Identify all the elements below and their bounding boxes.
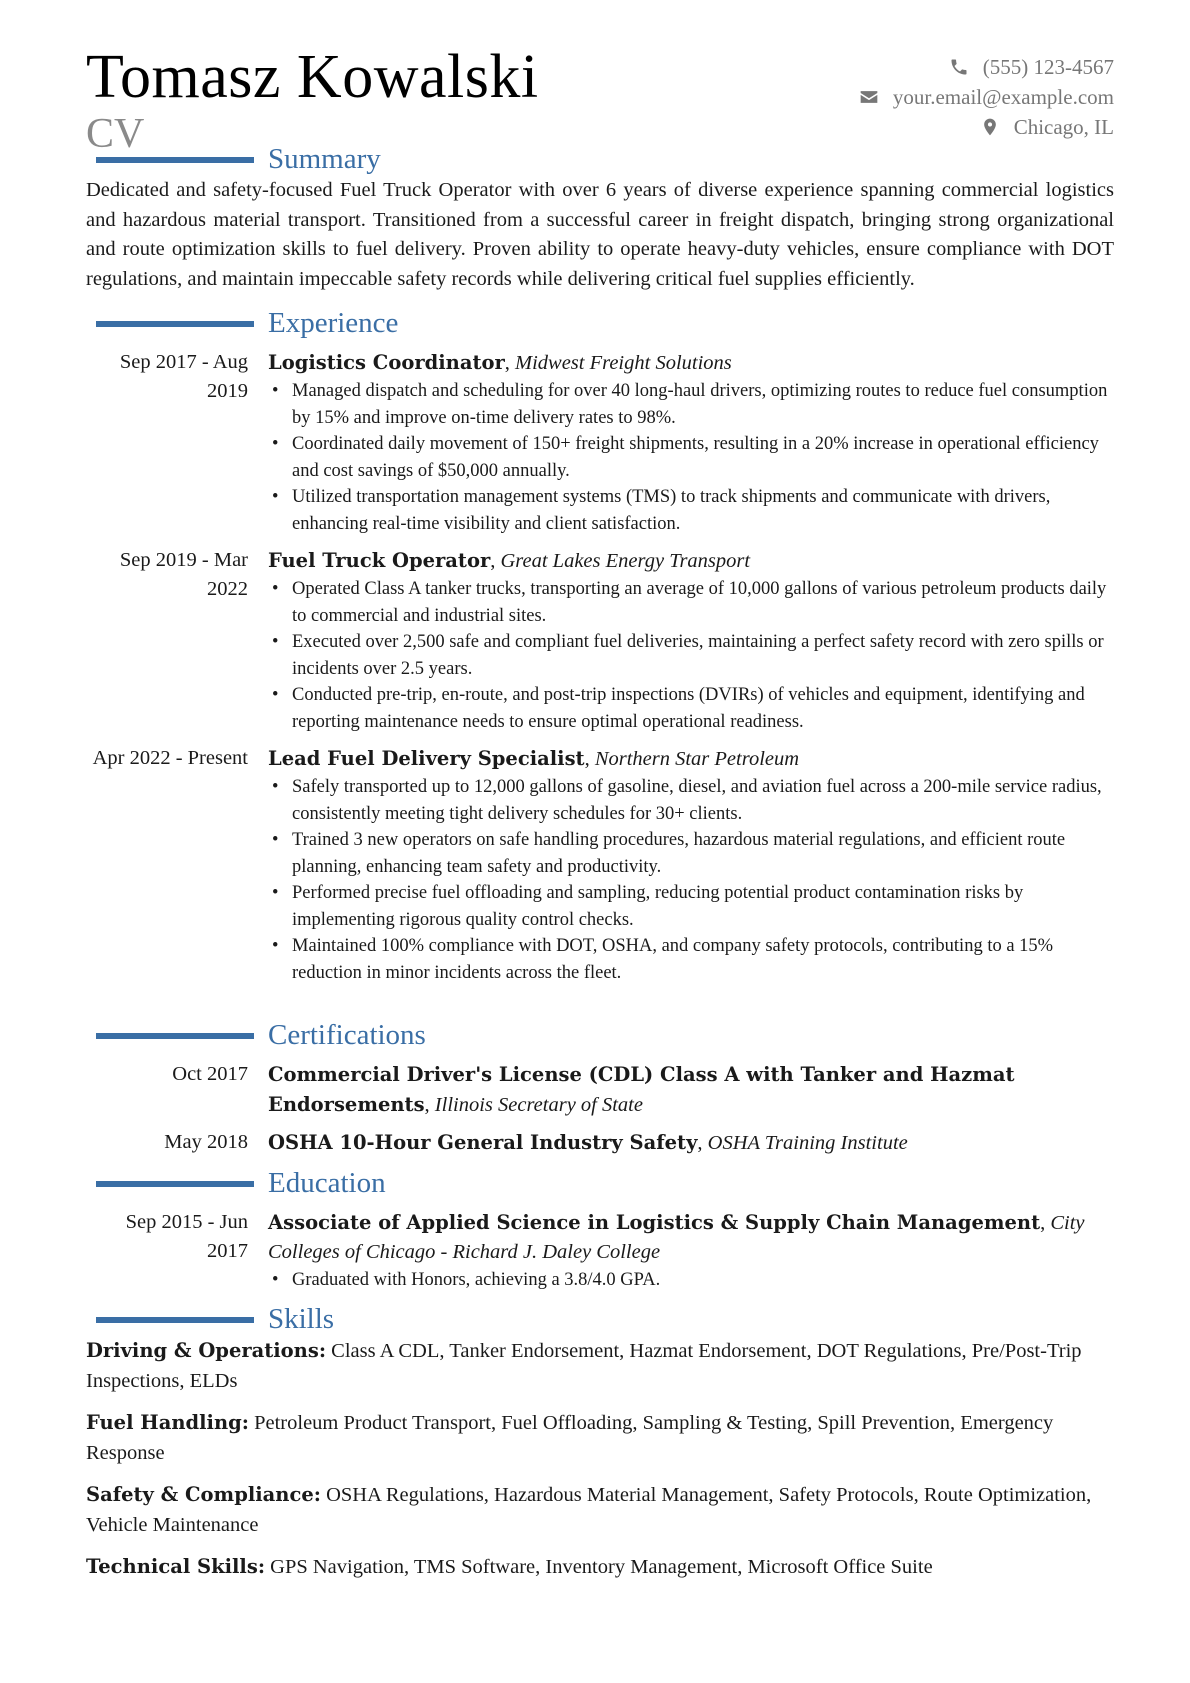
section-title: Education	[268, 1167, 386, 1199]
section-title: Certifications	[268, 1019, 426, 1051]
certification-entry	[86, 1128, 1114, 1158]
job-title: Lead Fuel Delivery Specialist	[268, 747, 585, 770]
contact-location	[859, 112, 1114, 142]
list-item: • Safely transported up to 12,000 gallons of gasoline, diesel, and aviation fuel across a 200-mile service radius, consistently meeting tight delivery schedules for 30+ clients.	[268, 774, 1114, 827]
bullet-list	[268, 378, 1114, 537]
skill-group	[86, 1552, 1114, 1583]
section-header	[86, 142, 1114, 176]
email-text[interactable]: your.email@example.com	[892, 84, 1114, 109]
map-pin-icon	[980, 117, 1000, 137]
issuer: Illinois Secretary of State	[434, 1094, 643, 1116]
entry-heading: Lead Fuel Delivery Specialist, Northern Star Petroleum	[268, 747, 800, 770]
certification-title: OSHA 10-Hour General Industry Safety	[268, 1131, 698, 1154]
certification-title: Commercial Driver's License (CDL) Class A with Tanker and Hazmat Endorsements	[268, 1063, 1015, 1116]
section-header	[86, 1018, 1114, 1052]
entry-date: Sep 2019 - Mar 2022	[119, 549, 248, 600]
section-accent-bar	[96, 1033, 254, 1039]
employer: Northern Star Petroleum	[594, 748, 800, 770]
location-text: Chicago, IL	[1013, 114, 1114, 139]
list-item: • Graduated with Honors, achieving a 3.8/4.0 GPA.	[268, 1267, 1114, 1294]
entry-body	[268, 348, 1114, 537]
section-accent-bar	[96, 321, 254, 327]
skill-group	[86, 1408, 1114, 1468]
bullet-list	[268, 1267, 1114, 1294]
entry-body	[268, 1208, 1114, 1294]
section-header	[86, 306, 1114, 340]
section-title: Experience	[268, 307, 399, 339]
experience-entry	[86, 546, 1114, 735]
skills-section	[86, 1302, 1114, 1595]
skill-text: OSHA Regulations, Hazardous Material Management, Safety Protocols, Route Optimization, Vehicle Maintenance	[86, 1484, 1092, 1536]
bullet-list	[268, 576, 1114, 735]
entry-heading: Logistics Coordinator, Midwest Freight Solutions	[268, 351, 732, 374]
skill-text: GPS Navigation, TMS Software, Inventory Management, Microsoft Office Suite	[270, 1556, 933, 1578]
entry-date: Sep 2015 - Jun 2017	[125, 1211, 248, 1262]
issuer: OSHA Training Institute	[707, 1132, 908, 1154]
entry-date: Oct 2017	[172, 1063, 248, 1085]
envelope-icon	[859, 87, 879, 107]
skill-label: Driving & Operations:	[86, 1339, 327, 1362]
experience-entry	[86, 348, 1114, 537]
entry-body	[268, 1128, 1114, 1158]
section-header	[86, 1302, 1114, 1336]
experience-section	[86, 306, 1114, 986]
entry-date: Apr 2022 - Present	[92, 747, 248, 769]
contact-phone	[859, 52, 1114, 82]
entry-body	[268, 546, 1114, 735]
entry-date: Sep 2017 - Aug 2019	[119, 351, 248, 402]
degree-title: Associate of Applied Science in Logistics & Supply Chain Management	[268, 1211, 1041, 1234]
section-title: Summary	[268, 143, 381, 175]
job-title: Logistics Coordinator	[268, 351, 505, 374]
phone-text[interactable]: (555) 123-4567	[982, 54, 1114, 79]
list-item: • Managed dispatch and scheduling for over 40 long-haul drivers, optimizing routes to reduce fuel consumption by 15% and improve on-time delivery rates to 98%.	[268, 378, 1114, 431]
section-accent-bar	[96, 1317, 254, 1323]
skill-group	[86, 1480, 1114, 1540]
skill-label: Safety & Compliance:	[86, 1483, 321, 1506]
list-item: • Conducted pre-trip, en-route, and post-trip inspections (DVIRs) of vehicles and equipment, identifying and reporting maintenance needs to ensure optimal operational readiness.	[268, 682, 1114, 735]
entry-heading: OSHA 10-Hour General Industry Safety, OSHA Training Institute	[268, 1131, 908, 1154]
summary-text: Dedicated and safety-focused Fuel Truck Operator with over 6 years of diverse experience spanning commercial logistics and hazardous material transport. Transitioned from a successful career in freight dispatch, bringing strong organizational and route optimization skills to fuel delivery. Proven ability to operate heavy-duty vehicles, ensure compliance with DOT regulations, and maintain impeccable safety records while delivering critical fuel supplies efficiently.	[86, 179, 1114, 290]
experience-entry	[86, 744, 1114, 986]
contact-email	[859, 82, 1114, 112]
list-item: • Maintained 100% compliance with DOT, OSHA, and company safety protocols, contributing to a 15% reduction in minor incidents across the fleet.	[268, 933, 1114, 986]
document-subtitle: CV	[86, 111, 145, 157]
list-item: • Coordinated daily movement of 150+ freight shipments, resulting in a 20% increase in operational efficiency and cost savings of $50,000 annually.	[268, 431, 1114, 484]
candidate-name: Tomasz Kowalski	[86, 43, 539, 111]
section-title: Skills	[268, 1303, 335, 1335]
education-section	[86, 1166, 1114, 1294]
entry-heading: Associate of Applied Science in Logistics & Supply Chain Management, City Colleges of Chicago - Richard J. Daley College	[268, 1211, 1085, 1263]
contact-block	[859, 52, 1114, 142]
entry-heading: Commercial Driver's License (CDL) Class A with Tanker and Hazmat Endorsements, Illinois Secretary of State	[268, 1063, 1015, 1116]
skill-text: Class A CDL, Tanker Endorsement, Hazmat Endorsement, DOT Regulations, Pre/Post-Trip Inspections, ELDs	[86, 1340, 1082, 1392]
list-item: • Operated Class A tanker trucks, transporting an average of 10,000 gallons of various petroleum products daily to commercial and industrial sites.	[268, 576, 1114, 629]
institution: City Colleges of Chicago - Richard J. Daley College	[268, 1212, 1085, 1263]
certification-entry	[86, 1060, 1114, 1120]
list-item: • Performed precise fuel offloading and sampling, reducing potential product contamination risks by implementing rigorous quality control checks.	[268, 880, 1114, 933]
list-item: • Trained 3 new operators on safe handling procedures, hazardous material regulations, and efficient route planning, enhancing team safety and productivity.	[268, 827, 1114, 880]
section-accent-bar	[96, 1181, 254, 1187]
entry-date: May 2018	[164, 1131, 248, 1153]
skill-text: Petroleum Product Transport, Fuel Offloading, Sampling & Testing, Spill Prevention, Emergency Response	[86, 1412, 1054, 1464]
entry-body	[268, 744, 1114, 986]
summary-section	[86, 142, 1114, 294]
entry-heading: Fuel Truck Operator, Great Lakes Energy Transport	[268, 549, 751, 572]
education-entry	[86, 1208, 1114, 1294]
list-item: • Executed over 2,500 safe and compliant fuel deliveries, maintaining a perfect safety record with zero spills or incidents over 2.5 years.	[268, 629, 1114, 682]
list-item: • Utilized transportation management systems (TMS) to track shipments and communicate with drivers, enhancing real-time visibility and client satisfaction.	[268, 484, 1114, 537]
employer: Midwest Freight Solutions	[515, 352, 732, 374]
skill-label: Technical Skills:	[86, 1555, 266, 1578]
skill-group	[86, 1336, 1114, 1396]
skill-label: Fuel Handling:	[86, 1411, 249, 1434]
bullet-list	[268, 774, 1114, 986]
certifications-section	[86, 1018, 1114, 1158]
section-header	[86, 1166, 1114, 1200]
employer: Great Lakes Energy Transport	[500, 550, 751, 572]
entry-body	[268, 1060, 1114, 1120]
phone-icon	[949, 57, 969, 77]
section-accent-bar	[96, 157, 254, 163]
job-title: Fuel Truck Operator	[268, 549, 491, 572]
